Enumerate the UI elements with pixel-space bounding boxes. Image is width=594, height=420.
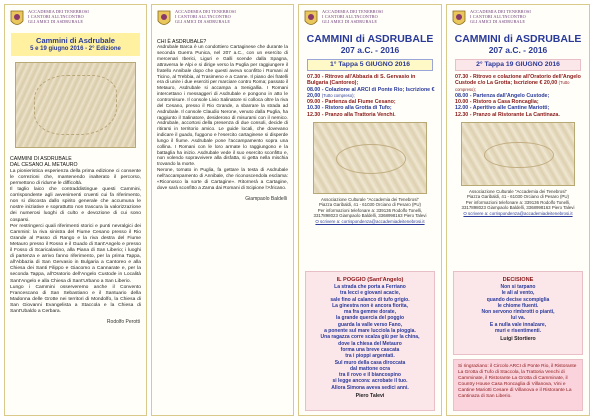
panel-title: Cammini di Asdrubale bbox=[36, 36, 115, 45]
schedule-item: 09.00 - Partenza dal Fiume Cesano; bbox=[307, 99, 396, 106]
association-header bbox=[447, 5, 589, 31]
schedule-item: 10.00 - Ristoro a Casa Roncaglia; bbox=[455, 99, 539, 106]
association-header bbox=[299, 5, 441, 31]
schedule-item: 08.00 - Partenza dall'Angelo Custode; bbox=[455, 92, 550, 99]
thanks-box bbox=[453, 359, 583, 411]
contact-email-link[interactable]: O scrivere a: corrispondenza@accademiadeitenebrosi.it bbox=[463, 210, 573, 216]
contact-info: Associazione Culturale "Accademia dei Tenebrosi" Piazza Garibaldi, 41 - 61030 Orciano di Pesaro (PU) Per informazioni telefonare a: 339136 Rodolfo Tonelli, 3317898023 Giampaolo Baldelli, 3368998163 Piero Talevi O scrivere a: corrispondenza@accademiadeitenebrosi.it bbox=[447, 186, 589, 216]
panel-intro bbox=[4, 4, 147, 416]
schedule-list bbox=[447, 71, 589, 118]
history-text: Asdrubale Barca è un condottiero Cartaginese che durante la seconda Guerra Punica, nel 207 a.C., con un esercito di mercenari Iberici, Liguri e Galli scende dalla Spagna, attraversa le Alpi e si dirige verso la Puglia per raggiungere il fratello Annibale dopo che questi aveva sconfitto i Romani al Ticino, al Trebbia, al Trasimeno e a Canne. Il piano dei fratelli era di unire i due eserciti per marciare contro Roma; passato il Metauro, Asdrubale si accampa a Senigallia. I Romani intercettano i messaggeri di Asdrubale e pongono in atto le contromisure. Il console Livio Salinatore si colloca oltre la riva del Cesano, presso il Rio Grande, a sbarrare la strada ad Asdrubale. Il console Claudio Nerone, venuto dalla Puglia, ha raggiunto il Salinatore, desideroso di misurarsi con il nemico. Asdrubale, accortosi della presenza di due consoli, decide di ritirarsi in territorio amico. Le guide locali, che dovevano indicare il guado, fuggono e l'esercito cartaginese si disperde lungo il fiume. Asdrubale pone l'accampamento sopra una collina. I Romani con le loro armate lo raggiungono e la battaglia ha inizio. Asdrubale vede il suo esercito sconfitto e, non volendo sopravvivere alla disfatta, si getta nella mischia trovando la morte. Nerone, tornato in Puglia, fa gettare la testa di Asdrubale nell'accampamento di Annibale, che riconoscendola esclama: «Riconosco la sorte di Cartagine». Ritornerà a Cartagine, dove sarà sconfitto a Zama dai Romani di Scipione l'Africano. bbox=[157, 45, 288, 191]
panel-subtitle: 207 a.C. - 2016 bbox=[488, 45, 548, 55]
panel-history bbox=[151, 4, 294, 416]
schedule-item: 12.30 - Pranzo alla Trattoria Venchi. bbox=[307, 111, 396, 118]
association-logo-icon bbox=[156, 9, 172, 29]
association-logo-icon bbox=[303, 9, 319, 29]
association-header bbox=[5, 5, 146, 31]
intro-text: La pionieristica esperienza della prima edizione ci consente le correzioni che, mantenendo inalterato il percorso, permettono di ridurne le difficoltà. Il taglio laico che contraddistingue questi Cammini, corrispondente agli avvenimenti cruenti cui fa riferimento, non si discosta dallo spirito generale che accumuna le nostre iniziative e soprattutto non trascura la valorizzazione dei numerosi luoghi di culto e devozione di cui sono cosparsi. Per restringerci quali riferimenti storici e punti nevralgici dei Cammini: la riva sinistra del Fiume Cesano presso il Rio Grande al Passo di Rango e la riva destra del Fiume Metauro presso il Rosso e il Guado di Sant'Angelo e presso il Fosso di Scaricalasino, alla Piana di San Liberio; i luoghi di partenza e arrivo fanno riferimento, per la prima Tappa, all'Abbazia di San Gervasio in Bulgaria a Cantoreo e alla Chiesa dei Santi Filippo e Giacomo a Cannarate e, per la seconda Tappa, all'Oratorio dell'Angelo Custode in Località Sant'Angelo e alla Chiesa di Sant'Urbano a San Liberio. Lungo i Cammini osserveremo anche il Convento Francescano di San Sebastiano e il Santuario della Madonna delle Grotte nei territori di Mondolfo, la Chiesa di San Giovanni Evangelista a Staccola e la Chiesa di Sant'Ubaldo a Cerbara. bbox=[10, 168, 141, 314]
schedule-item: 07.30 - Ritrovo e colazione all'Oratorio dell'Angelo Custode c/o La Grotta; Iscrizione € 20,00 (Tutto compreso); bbox=[455, 74, 581, 92]
panel-subtitle: 207 a.C. - 2016 bbox=[340, 45, 400, 55]
association-name: ACCADEMIA DEI TENEBROSI I CANTORI ALL'INCONTRO GLI AMICI DI ASDRUBALE bbox=[322, 9, 383, 24]
poem-signature: Piero Talevi bbox=[355, 393, 385, 400]
schedule-list bbox=[299, 71, 441, 118]
panel-stage-2 bbox=[446, 4, 590, 416]
contact-email-link[interactable]: O scrivere a: corrispondenza@accademiadeitenebrosi.it bbox=[315, 218, 425, 224]
association-logo-icon bbox=[9, 9, 25, 29]
section-heading: CAMMINI DI ASDRUBALE DAL CESANO AL METAURO bbox=[10, 156, 78, 169]
signature: Giampaolo Baldelli bbox=[245, 195, 287, 202]
association-name: ACCADEMIA DEI TENEBROSI I CANTORI ALL'INCONTRO GLI AMICI DI ASDRUBALE bbox=[470, 9, 531, 24]
poem-title: DECISIONE bbox=[502, 277, 534, 283]
section-heading: CHI È ASDRUBALE? bbox=[157, 39, 207, 45]
map-image bbox=[313, 122, 427, 194]
schedule-item: 12.30 - Pranzo al Ristorante La Cantinaza. bbox=[455, 111, 560, 118]
landscape-photo bbox=[15, 62, 136, 148]
schedule-item: 08.00 - Colazione al ARCI di Ponte Rio; Iscrizione € 20,00 (Tutto compreso); bbox=[307, 86, 435, 99]
schedule-item: 12.00 - Aperitivo alle Cantine Mariotti; bbox=[455, 105, 550, 112]
poem-box bbox=[305, 271, 435, 411]
stage-date: 1° Tappa 5 GIUGNO 2016 bbox=[307, 59, 433, 71]
association-header bbox=[152, 5, 293, 31]
poem-lines: La strada che porta a Ferriano tra lecci e giovani acacie, sale fino al calanco di tufo grigio. La ginestra non è ancora fiorita, ma fra gemme dorate, la grande quercia del poggio guarda la valle verso Fano, a ponente sul mare lucciola la pioggia. Una ragazza corre scalza giù per la china, dove la chiesa del Metauro forma una breve cascata tra i pioppi argentati. Sul muro della casa diroccata dal mattone ocra tra il rovo e il biancospino si legge ancora: acrobate il tuo. Allora Simona aveva sedici anni. bbox=[320, 284, 420, 391]
panel-title: CAMMINI di ASDRUBALE bbox=[454, 33, 582, 45]
association-name: ACCADEMIA DEI TENEBROSI I CANTORI ALL'INCONTRO GLI AMICI DI ASDRUBALE bbox=[28, 9, 89, 24]
thanks-text: Si ringraziano: il Circolo ARCI di Ponte Rio, il Ristorante La Grotta di Tufo di Staccola, la Trattoria Venchi di Camminate, il Ristorante La Grotta di Camminate, il Country House Casa Roncaglia di Villanova, Vini e Cantine Mariotti Cesare di Villanova e il Ristorante La Cantinaza di San Liberio. bbox=[458, 364, 577, 399]
schedule-item: 07.30 - Ritrovo all'Abbazia di S. Gervasio in Bulgaria (Cantoreo); bbox=[307, 74, 416, 87]
signature: Rodolfo Perotti bbox=[106, 319, 140, 326]
poem-signature: Luigi Stortiero bbox=[500, 336, 536, 343]
panel-stage-1 bbox=[298, 4, 442, 416]
decision-poem-box: DECISIONE Non si tarpano le ali al vento, quando decise scompiglia le chiome fluenti. Non servono rimbrotti o pianti, lui va. E a nulla vale innalzare, muri e risentimenti. Luigi Stortiero bbox=[453, 271, 583, 355]
title-box bbox=[11, 33, 140, 56]
schedule-item: 10.30 - Ristoro alla Grotta di Tufo; bbox=[307, 105, 392, 112]
map-image bbox=[461, 122, 575, 186]
panel-subtitle: 5 e 19 giugno 2016 - 2° Edizione bbox=[30, 46, 121, 52]
contact-info: Associazione Culturale "Accademia dei Tenebrosi" Piazza Garibaldi, 41 - 61030 Orciano di Pesaro (PU) Per informazioni telefonare a: 339136 Rodolfo Tonelli, 3317898023 Giampaolo Baldelli, 3368998163 Piero Talevi O scrivere a: corrispondenza@accademiadeitenebrosi.it bbox=[299, 194, 441, 224]
poem-title: IL POGGIO (Sant'Angelo) bbox=[336, 277, 404, 283]
panel-title: CAMMINI di ASDRUBALE bbox=[306, 33, 434, 45]
association-logo-icon bbox=[451, 9, 467, 29]
stage-date: 2° Tappa 19 GIUGNO 2016 bbox=[455, 59, 581, 71]
association-name: ACCADEMIA DEI TENEBROSI I CANTORI ALL'INCONTRO GLI AMICI DI ASDRUBALE bbox=[175, 9, 236, 24]
